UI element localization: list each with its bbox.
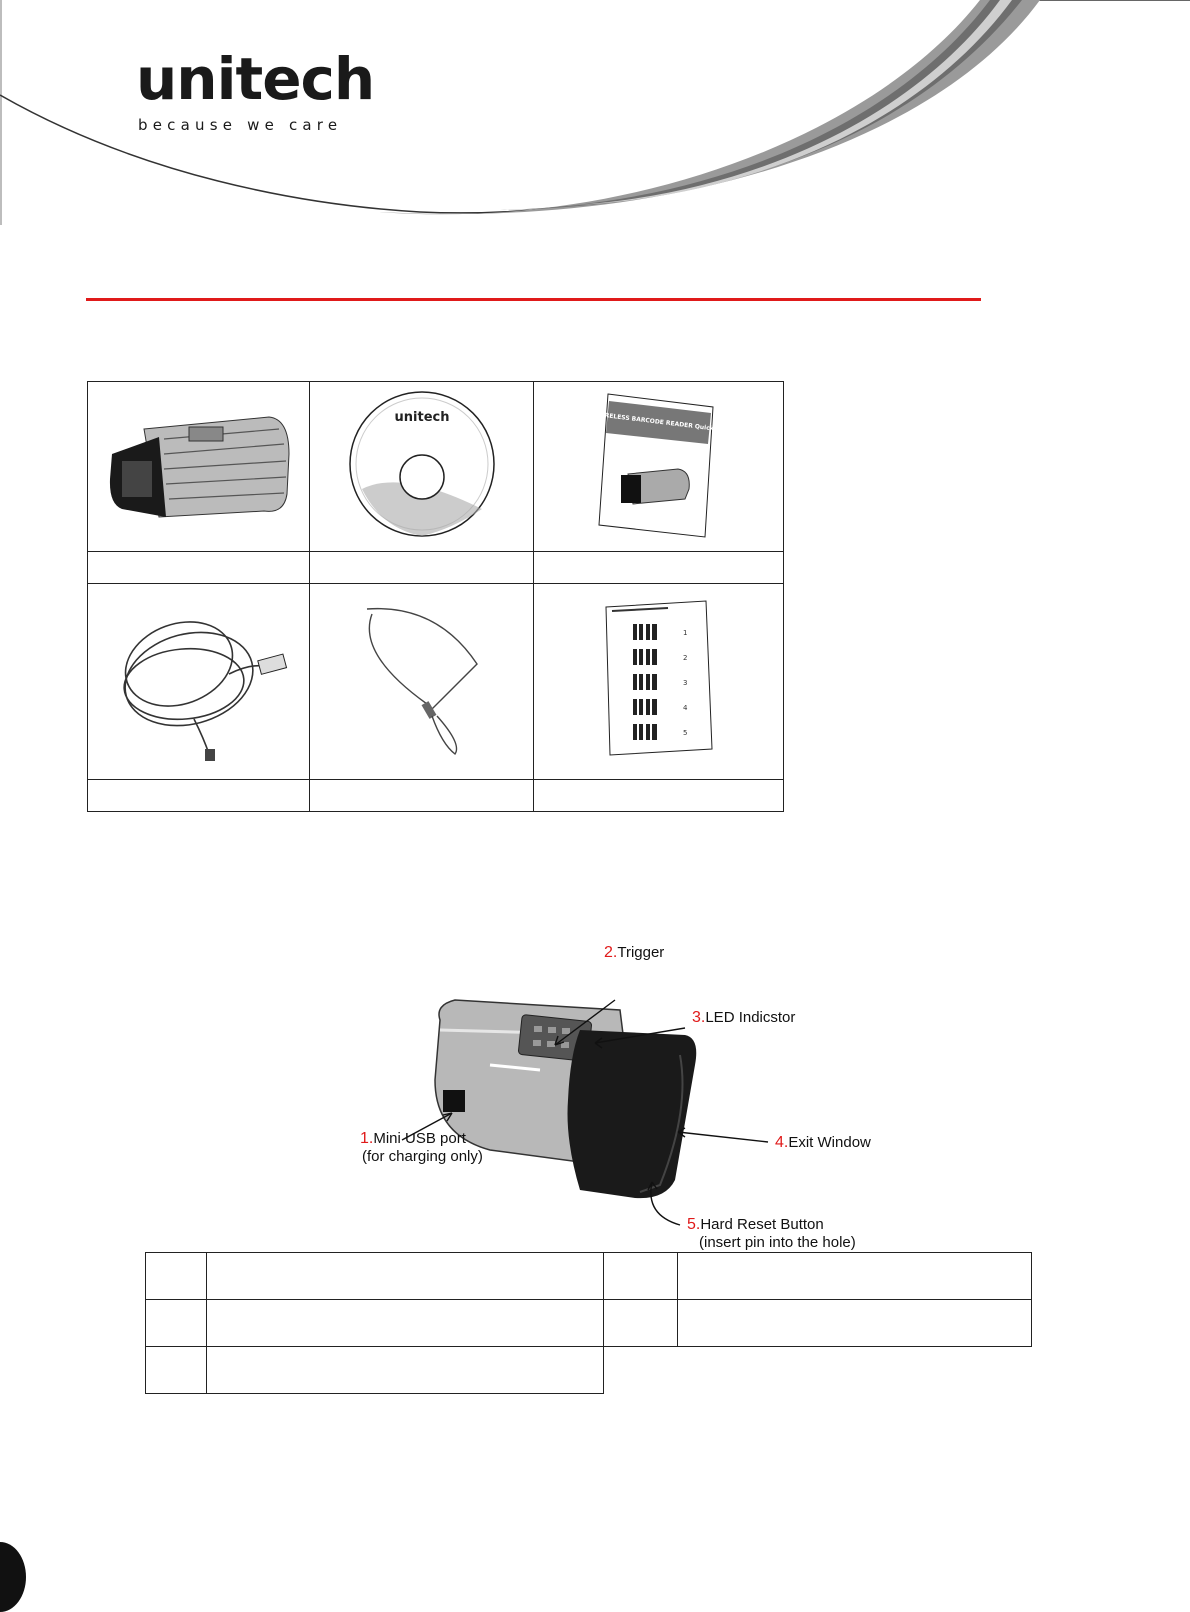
parts-cell (207, 1347, 604, 1394)
lanyard-image (347, 594, 497, 764)
callout-led-num: 3. (692, 1009, 706, 1026)
brand-logo: unitech (136, 45, 375, 113)
lanyard-cell (310, 584, 533, 780)
brand-tagline: because we care (138, 116, 343, 134)
parts-cell (678, 1300, 1032, 1347)
caption-barcode-sheet (533, 780, 783, 812)
callout-reset-num: 5. (687, 1216, 701, 1233)
parts-cell (604, 1300, 678, 1347)
barcode-num-3: 3 (683, 679, 688, 687)
section-divider (86, 298, 981, 301)
callout-exit-window (775, 1134, 871, 1152)
cd-cell (310, 382, 533, 552)
barcode-num-1: 1 (683, 629, 688, 637)
callout-led-label: LED Indicstor (705, 1009, 796, 1026)
scanner-image (104, 399, 294, 529)
caption-quick-guide (533, 552, 783, 584)
parts-cell (678, 1253, 1032, 1300)
parts-cell (146, 1347, 207, 1394)
callout-exit-label: Exit Window (788, 1134, 871, 1151)
callout-usb-sub: (for charging only) (362, 1148, 483, 1165)
callout-led (692, 1009, 795, 1027)
parts-empty-cell (604, 1347, 1032, 1394)
callout-reset-sub: (insert pin into the hole) (699, 1234, 856, 1251)
page-number-marker (0, 1542, 26, 1612)
parts-cell (604, 1253, 678, 1300)
callout-exit-num: 4. (775, 1134, 789, 1151)
package-contents-table (87, 381, 784, 812)
guide-title: MS910 WIRELESS BARCODE READER Quick Guide (571, 407, 737, 436)
parts-table (145, 1252, 1032, 1394)
parts-cell (146, 1300, 207, 1347)
caption-usb-cable (88, 780, 310, 812)
caption-lanyard (310, 780, 533, 812)
callout-trigger (604, 944, 664, 962)
quick-guide-cell (533, 382, 783, 552)
caption-scanner (88, 552, 310, 584)
barcode-num-5: 5 (683, 729, 688, 737)
barcode-num-4: 4 (683, 704, 688, 712)
device-diagram (340, 944, 900, 1251)
barcode-sheet-cell (533, 584, 783, 780)
caption-cd (310, 552, 533, 584)
parts-cell (146, 1253, 207, 1300)
barcode-num-2: 2 (683, 654, 688, 662)
callout-usb-port (360, 1130, 483, 1166)
callout-reset-label: Hard Reset Button (700, 1216, 824, 1233)
callout-trigger-num: 2. (604, 944, 618, 961)
usb-cable-cell (88, 584, 310, 780)
scanner-cell (88, 382, 310, 552)
parts-cell (207, 1253, 604, 1300)
callout-usb-label: Mini USB port (373, 1130, 466, 1147)
quick-guide-image (571, 389, 737, 539)
cd-label: unitech (394, 410, 450, 425)
callout-trigger-label: Trigger (617, 944, 665, 961)
callout-usb-num: 1. (360, 1130, 374, 1147)
usb-cable-image (109, 594, 289, 764)
barcode-sheet-image (598, 599, 718, 759)
callout-hard-reset (687, 1216, 856, 1252)
scanner-diagram-image (340, 960, 900, 1250)
cd-image (342, 389, 502, 539)
parts-cell (207, 1300, 604, 1347)
